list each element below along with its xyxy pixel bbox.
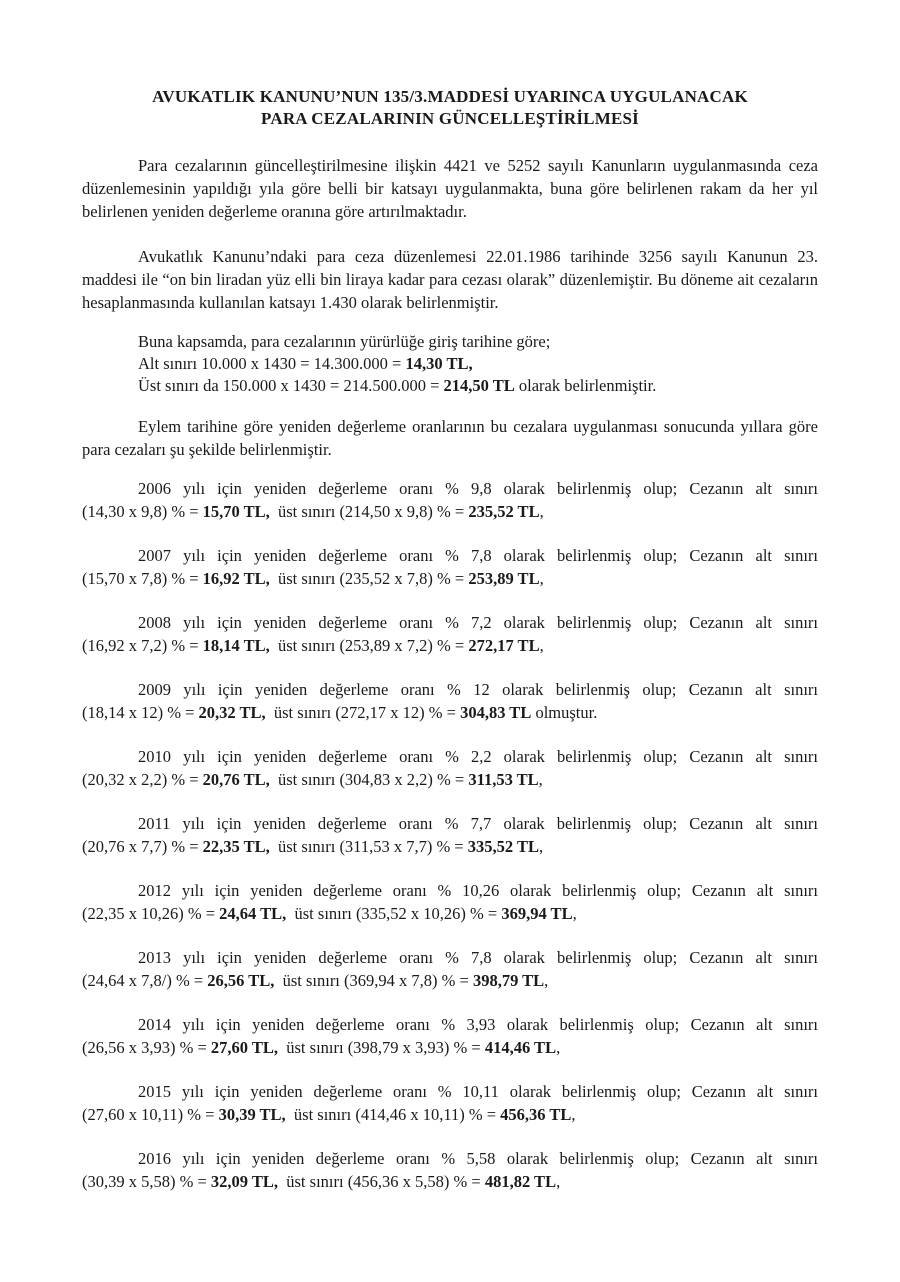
year-calc-line xyxy=(82,1036,818,1059)
year-rate-line: 2011 yılı için yeniden değerleme oranı % 7,7 olarak belirlenmiş olup; Cezanın alt sınırı xyxy=(138,814,818,833)
alt-calc: (14,30 x 9,8) % = xyxy=(82,502,203,521)
ust-calc: üst sınırı (304,83 x 2,2) % = xyxy=(269,770,469,789)
year-entry-2008 xyxy=(82,611,818,657)
ust-calc: üst sınırı (253,89 x 7,2) % = xyxy=(269,636,469,655)
eylem-paragraph: Eylem tarihine göre yeniden değerleme oranlarının bu cezalara uygulanması sonucunda yıllara göre para cezaları şu şekilde belirlenmiştir. xyxy=(82,417,818,459)
ust-result: 311,53 TL xyxy=(468,770,539,789)
year-rate-line: 2009 yılı için yeniden değerleme oranı % 12 olarak belirlenmiş olup; Cezanın alt sınırı xyxy=(138,680,818,699)
scope-paragraph xyxy=(82,331,818,397)
alt-result: 20,32 TL, xyxy=(198,703,266,722)
ust-limit-line xyxy=(138,375,818,397)
year-rate-line: 2008 yılı için yeniden değerleme oranı % 7,2 olarak belirlenmiş olup; Cezanın alt sınırı xyxy=(138,613,818,632)
line-tail: , xyxy=(556,1038,561,1057)
alt-calc: (27,60 x 10,11) % = xyxy=(82,1105,219,1124)
alt-result: 20,76 TL, xyxy=(202,770,270,789)
alt-result: 32,09 TL, xyxy=(210,1172,279,1191)
year-entry-2014 xyxy=(82,1013,818,1059)
ust-result: 272,17 TL xyxy=(468,636,540,655)
alt-calc: (30,39 x 5,58) % = xyxy=(82,1172,211,1191)
year-entry-2015 xyxy=(82,1080,818,1126)
scope-line: Buna kapsamda, para cezalarının yürürlüğe giriş tarihine göre; xyxy=(138,332,551,351)
document-title xyxy=(82,86,818,130)
ust-result: 398,79 TL xyxy=(472,971,545,990)
ust-result: 335,52 TL xyxy=(467,837,539,856)
year-calc-line xyxy=(82,500,818,523)
ust-limit-suffix: olarak belirlenmiştir. xyxy=(514,376,657,395)
year-calc-line xyxy=(82,902,818,925)
alt-result: 15,70 TL, xyxy=(202,502,270,521)
alt-calc: (16,92 x 7,2) % = xyxy=(82,636,203,655)
year-calc-line xyxy=(82,835,818,858)
ust-calc: üst sınırı (369,94 x 7,8) % = xyxy=(274,971,473,990)
line-tail: , xyxy=(539,502,544,521)
year-rate-line: 2016 yılı için yeniden değerleme oranı % 5,58 olarak belirlenmiş olup; Cezanın alt sınırı xyxy=(138,1149,818,1168)
alt-calc: (26,56 x 3,93) % = xyxy=(82,1038,211,1057)
line-tail: , xyxy=(556,1172,561,1191)
year-calc-line xyxy=(82,701,818,724)
ust-calc: üst sınırı (272,17 x 12) % = xyxy=(265,703,461,722)
ust-calc: üst sınırı (335,52 x 10,26) % = xyxy=(286,904,502,923)
alt-result: 24,64 TL, xyxy=(219,904,287,923)
year-entry-2012 xyxy=(82,879,818,925)
alt-limit-line xyxy=(138,353,818,375)
year-rate-line: 2006 yılı için yeniden değerleme oranı % 9,8 olarak belirlenmiş olup; Cezanın alt sınırı xyxy=(138,479,818,498)
line-tail: , xyxy=(539,569,544,588)
year-entry-2016 xyxy=(82,1147,818,1193)
alt-result: 22,35 TL, xyxy=(202,837,270,856)
year-calc-line xyxy=(82,567,818,590)
alt-calc: (18,14 x 12) % = xyxy=(82,703,199,722)
intro-paragraph: Para cezalarının güncelleştirilmesine ilişkin 4421 ve 5252 sayılı Kanunların uygulanmasında ceza düzenlemesinin yapıldığı yıla göre belli bir katsayı uygulanmakta, buna göre belirlenen rakam da her yıl belirlenen yeniden değerleme oranına göre artırılmaktadır. xyxy=(82,156,818,221)
ust-result: 481,82 TL xyxy=(484,1172,557,1191)
year-entry-2013 xyxy=(82,946,818,992)
alt-calc: (15,70 x 7,8) % = xyxy=(82,569,203,588)
year-calc-line xyxy=(82,1103,818,1126)
ust-limit-calc: Üst sınırı da 150.000 x 1430 = 214.500.000 = xyxy=(138,376,444,395)
line-tail: , xyxy=(571,1105,576,1124)
year-calc-line xyxy=(82,1170,818,1193)
ust-calc: üst sınırı (456,36 x 5,58) % = xyxy=(278,1172,485,1191)
year-entry-2006 xyxy=(82,477,818,523)
ust-result: 235,52 TL xyxy=(468,502,540,521)
alt-result: 26,56 TL, xyxy=(207,971,275,990)
title-line-1: AVUKATLIK KANUNU’NUN 135/3.MADDESİ UYARINCA UYGULANACAK xyxy=(152,87,748,106)
yearly-penalty-list xyxy=(82,477,818,1193)
year-rate-line: 2010 yılı için yeniden değerleme oranı % 2,2 olarak belirlenmiş olup; Cezanın alt sınırı xyxy=(138,747,818,766)
title-line-2: PARA CEZALARININ GÜNCELLEŞTİRİLMESİ xyxy=(261,109,639,128)
ust-calc: üst sınırı (311,53 x 7,7) % = xyxy=(269,837,468,856)
line-tail: , xyxy=(538,770,543,789)
alt-result: 30,39 TL, xyxy=(218,1105,286,1124)
alt-result: 27,60 TL, xyxy=(210,1038,279,1057)
year-entry-2010 xyxy=(82,745,818,791)
ust-result: 304,83 TL xyxy=(460,703,532,722)
ust-calc: üst sınırı (235,52 x 7,8) % = xyxy=(269,569,469,588)
line-tail: , xyxy=(539,636,544,655)
alt-calc: (24,64 x 7,8/) % = xyxy=(82,971,208,990)
alt-calc: (20,76 x 7,7) % = xyxy=(82,837,203,856)
alt-calc: (22,35 x 10,26) % = xyxy=(82,904,220,923)
ust-result: 456,36 TL xyxy=(500,1105,572,1124)
ust-result: 414,46 TL xyxy=(484,1038,557,1057)
line-tail: , xyxy=(572,904,577,923)
ust-limit-value: 214,50 TL xyxy=(443,376,515,395)
alt-limit-value: 14,30 TL, xyxy=(405,354,473,373)
law-paragraph: Avukatlık Kanunu’ndaki para ceza düzenlemesi 22.01.1986 tarihinde 3256 sayılı Kanunun 23. maddesi ile “on bin liradan yüz elli bin liraya kadar para cezası olarak” düzenlemiştir. Bu döneme ait cezaların hesaplanmasında kullanılan katsayı 1.430 olarak belirlenmiştir. xyxy=(82,247,818,312)
year-calc-line xyxy=(82,634,818,657)
alt-result: 16,92 TL, xyxy=(202,569,270,588)
line-tail: , xyxy=(538,837,544,856)
year-calc-line xyxy=(82,969,818,992)
year-entry-2011 xyxy=(82,812,818,858)
ust-result: 253,89 TL xyxy=(468,569,540,588)
line-tail: , xyxy=(544,971,549,990)
line-tail: olmuştur. xyxy=(531,703,598,722)
ust-calc: üst sınırı (414,46 x 10,11) % = xyxy=(285,1105,501,1124)
year-entry-2007 xyxy=(82,544,818,590)
year-rate-line: 2014 yılı için yeniden değerleme oranı % 3,93 olarak belirlenmiş olup; Cezanın alt sınırı xyxy=(138,1015,818,1034)
year-rate-line: 2012 yılı için yeniden değerleme oranı % 10,26 olarak belirlenmiş olup; Cezanın alt sınırı xyxy=(138,881,818,900)
alt-calc: (20,32 x 2,2) % = xyxy=(82,770,203,789)
year-entry-2009 xyxy=(82,678,818,724)
alt-limit-calc: Alt sınırı 10.000 x 1430 = 14.300.000 = xyxy=(138,354,406,373)
ust-result: 369,94 TL xyxy=(501,904,573,923)
year-rate-line: 2013 yılı için yeniden değerleme oranı % 7,8 olarak belirlenmiş olup; Cezanın alt sınırı xyxy=(138,948,818,967)
ust-calc: üst sınırı (398,79 x 3,93) % = xyxy=(278,1038,485,1057)
year-calc-line xyxy=(82,768,818,791)
year-rate-line: 2015 yılı için yeniden değerleme oranı % 10,11 olarak belirlenmiş olup; Cezanın alt sınırı xyxy=(138,1082,818,1101)
ust-calc: üst sınırı (214,50 x 9,8) % = xyxy=(269,502,469,521)
alt-result: 18,14 TL, xyxy=(202,636,270,655)
year-rate-line: 2007 yılı için yeniden değerleme oranı % 7,8 olarak belirlenmiş olup; Cezanın alt sınırı xyxy=(138,546,818,565)
